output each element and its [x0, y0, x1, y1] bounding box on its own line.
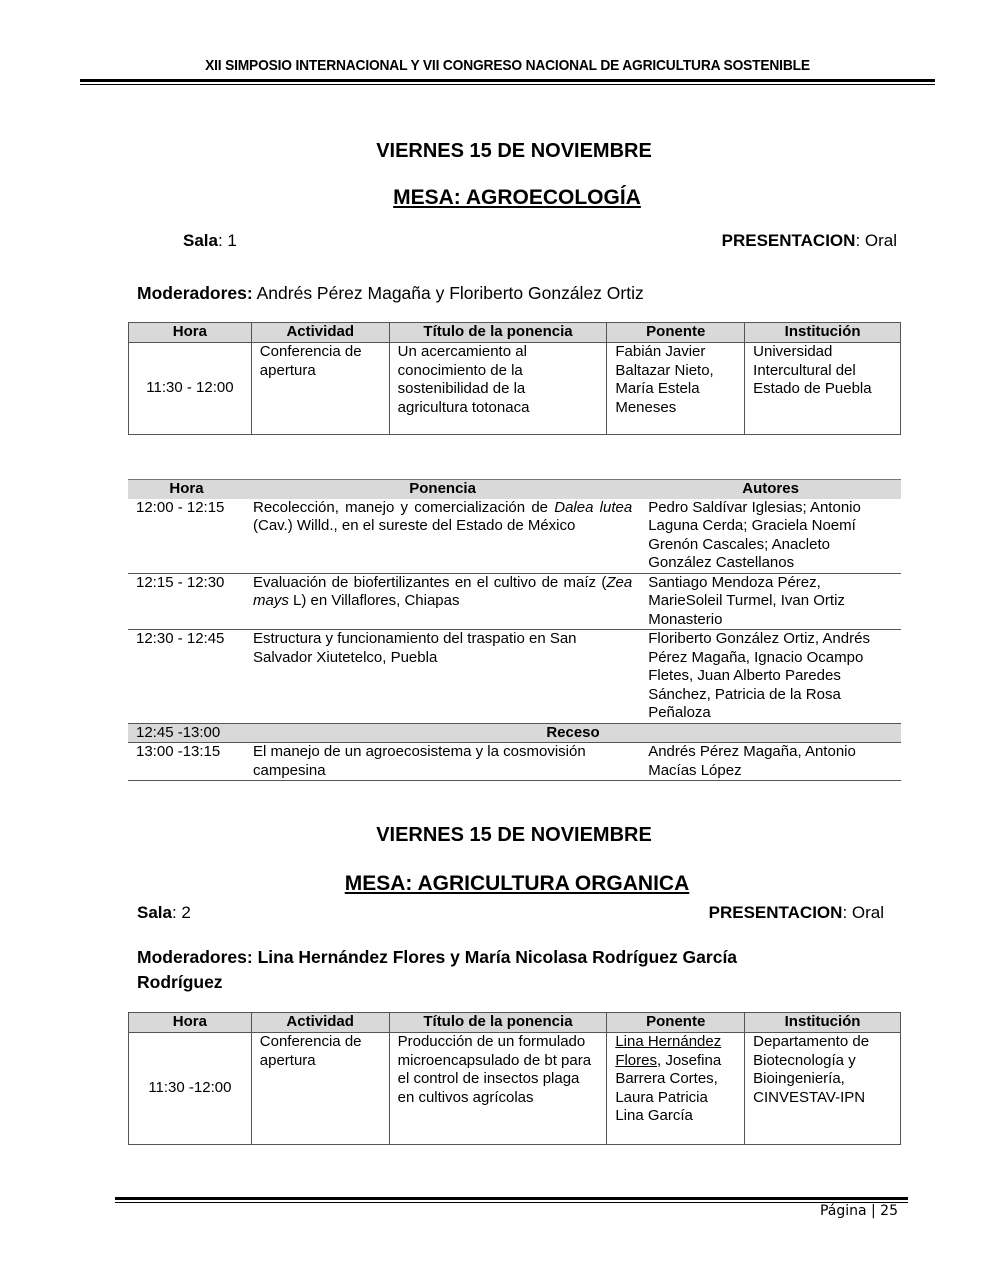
cell-hora: 12:00 - 12:15 [128, 499, 245, 574]
column-header: Autores [640, 480, 901, 499]
section2-day-title: VIERNES 15 DE NOVIEMBRE [376, 824, 652, 846]
column-header: Institución [745, 1013, 901, 1033]
section2-moderadores: Moderadores: Lina Hernández Flores y María Nicolasa Rodríguez García Rodríguez [137, 947, 738, 992]
table-header-row [129, 323, 901, 343]
table-row [129, 1033, 901, 1145]
column-header: Ponente [607, 323, 745, 343]
cell-hora: 12:15 - 12:30 [128, 573, 245, 630]
column-header: Hora [129, 1013, 252, 1033]
cell-ponencia: Estructura y funcionamiento del traspatio en San Salvador Xiutetelco, Puebla [245, 630, 640, 724]
cell-titulo: Un acercamiento al conocimiento de la sostenibilidad de la agricultura totonaca [389, 343, 607, 435]
cell-ponente: Lina Hernández Flores, Josefina Barrera Cortes, Laura Patricia Lina García [607, 1033, 745, 1145]
cell-ponencia: Recolección, manejo y comercialización de Dalea lutea (Cav.) Willd., en el sureste del Estado de México [245, 499, 640, 574]
page-number: Página | 25 [819, 1203, 898, 1219]
cell-hora: 12:30 - 12:45 [128, 630, 245, 724]
column-header: Título de la ponencia [389, 323, 607, 343]
table-row [128, 743, 901, 781]
section1-schedule-table [128, 479, 901, 781]
column-header: Ponente [607, 1013, 745, 1033]
section1-mesa-title: MESA: AGROECOLOGÍA [393, 186, 641, 209]
table-row [128, 573, 901, 630]
header-rule [80, 79, 935, 82]
cell-actividad: Conferencia de apertura [251, 343, 389, 435]
section1-moderadores: Moderadores: Andrés Pérez Magaña y Floriberto González Ortiz [137, 283, 644, 303]
receso-row [128, 723, 901, 743]
table-header-row [128, 480, 901, 499]
cell-hora: 11:30 -12:00 [129, 1033, 252, 1145]
cell-autores: Pedro Saldívar Iglesias; Antonio Laguna Cerda; Graciela Noemí Grenón Cascales; Anacleto González Castellanos [640, 499, 901, 574]
cell-hora: 11:30 - 12:00 [129, 343, 252, 435]
cell-ponencia: El manejo de un agroecosistema y la cosmovisión campesina [245, 743, 640, 781]
section2-conference-table [128, 1012, 901, 1145]
cell-ponencia: Evaluación de biofertilizantes en el cultivo de maíz (Zea mays L) en Villaflores, Chiapas [245, 573, 640, 630]
cell-hora: 13:00 -13:15 [128, 743, 245, 781]
table-header-row [129, 1013, 901, 1033]
cell-autores: Andrés Pérez Magaña, Antonio Macías López [640, 743, 901, 781]
column-header: Título de la ponencia [389, 1013, 607, 1033]
section2-mesa-title: MESA: AGRICULTURA ORGANICA [344, 872, 690, 895]
table-row [129, 343, 901, 435]
column-header: Ponencia [245, 480, 640, 499]
column-header: Hora [128, 480, 245, 499]
section1-presentacion: PRESENTACION: Oral [721, 231, 897, 250]
section1-conference-table [128, 322, 901, 435]
section1-day-title: VIERNES 15 DE NOVIEMBRE [376, 140, 652, 162]
section1-sala: Sala: 1 [183, 231, 237, 250]
cell-institucion: Universidad Intercultural del Estado de Puebla [745, 343, 901, 435]
table-row [128, 499, 901, 574]
cell-titulo: Producción de un formulado microencapsulado de bt para el control de insectos plaga en cultivos agrícolas [389, 1033, 607, 1145]
cell-receso: Receso [245, 723, 901, 743]
cell-ponente: Fabián Javier Baltazar Nieto, María Estela Meneses [607, 343, 745, 435]
cell-actividad: Conferencia de apertura [251, 1033, 389, 1145]
column-header: Actividad [251, 1013, 389, 1033]
column-header: Hora [129, 323, 252, 343]
column-header: Actividad [251, 323, 389, 343]
footer-rule [115, 1197, 908, 1200]
running-header: XII SIMPOSIO INTERNACIONAL Y VII CONGRESO NACIONAL DE AGRICULTURA SOSTENIBLE [205, 57, 810, 74]
footer-rule-thin [115, 1202, 908, 1203]
cell-hora: 12:45 -13:00 [128, 723, 245, 743]
cell-institucion: Departamento de Biotecnología y Bioingeniería, CINVESTAV-IPN [745, 1033, 901, 1145]
column-header: Institución [745, 323, 901, 343]
section2-sala: Sala: 2 [137, 903, 191, 922]
header-rule-thin [80, 84, 935, 85]
cell-autores: Floriberto González Ortiz, Andrés Pérez Magaña, Ignacio Ocampo Fletes, Juan Alberto Paredes Sánchez, Patricia de la Rosa Peñaloza [640, 630, 901, 724]
section2-presentacion: PRESENTACION: Oral [708, 903, 884, 922]
cell-autores: Santiago Mendoza Pérez, MarieSoleil Turmel, Ivan Ortiz Monasterio [640, 573, 901, 630]
table-row [128, 630, 901, 724]
